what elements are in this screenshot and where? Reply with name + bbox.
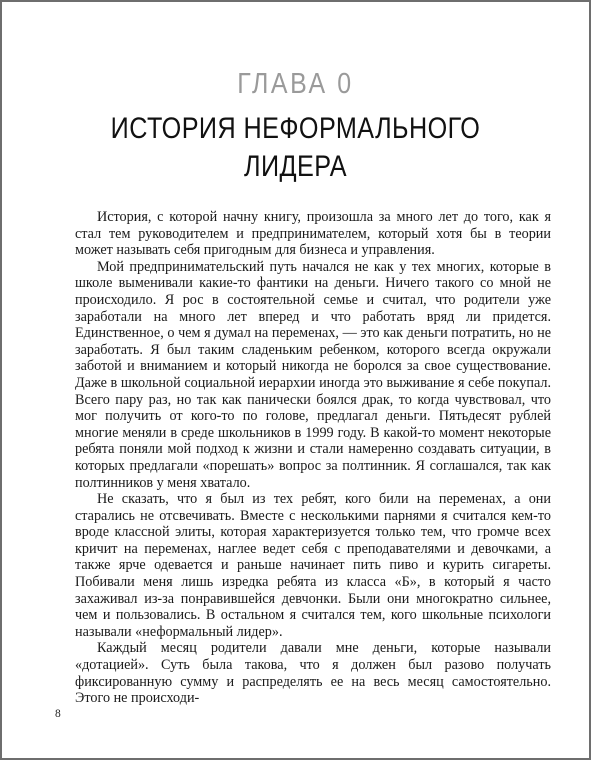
paragraph: История, с которой начну книгу, произошла за много лет до того, как я стал тем руководителем и предпринимателем, который хотя бы в теории может называть себя пригодным для бизнеса и управления. [75,209,551,259]
paragraph: Мой предпринимательский путь начался не как у тех многих, которые в школе выменивали какие-то фантики на деньги. Ничего такого со мной не происходило. Я рос в состоятельной семье и считал, что родители уже заработали на много лет вперед и что работать вряд ли придется. Единственное, о чем я думал на переменах, — это как деньги потратить, но не заработать. Я был таким сладеньким ребенком, которого всегда окружали заботой и вниманием и который никогда не боролся за свое существование. Даже в школьной социальной иерархии иногда это выживание я себе покупал. Всего пару раз, но так как панически боялся драк, то когда чувствовал, что мог получить от кого-то по голове, предлагал деньги. Пятьдесят рублей многие меняли в среде школьников в 1999 году. В какой-то момент некоторые ребята поняли мой подход к жизни и стали намеренно создавать ситуации, в которых предлагали «порешать» вопрос за полтинник. Я соглашался, так как полтинников у меня хватало. [75,258,551,491]
chapter-label: ГЛАВА 0 [237,68,354,100]
book-page [2,2,589,758]
page-number: 8 [55,708,61,720]
paragraph: Каждый месяц родители давали мне деньги, которые называли «дотацией». Суть была такова, что я должен был разово получать фиксированную сумму и распределять ее на весь месяц самостоятельно. Этого не происходи- [75,640,551,707]
chapter-title: ИСТОРИЯ НЕФОРМАЛЬНОГО ЛИДЕРА [110,112,481,183]
paragraph: Не сказать, что я был из тех ребят, кого били на переменах, а они старались не отсвечивать. Вместе с несколькими парнями я считался кем-то вроде классной элиты, которая характеризуется только тем, что громче всех кричит на переменах, наглее ведет себя с преподавателями и девочками, а также ярче одевается и раньше начинает пить пиво и курить сигареты. Побивали меня лишь изредка ребята из класса «Б», в который я часто захаживал из-за понравившейся девчонки. Были они многократно сильнее, чем и пользовались. В остальном я считался тем, кого школьные психологи называли «неформальный лидер». [75,491,551,640]
body-text [75,209,551,707]
